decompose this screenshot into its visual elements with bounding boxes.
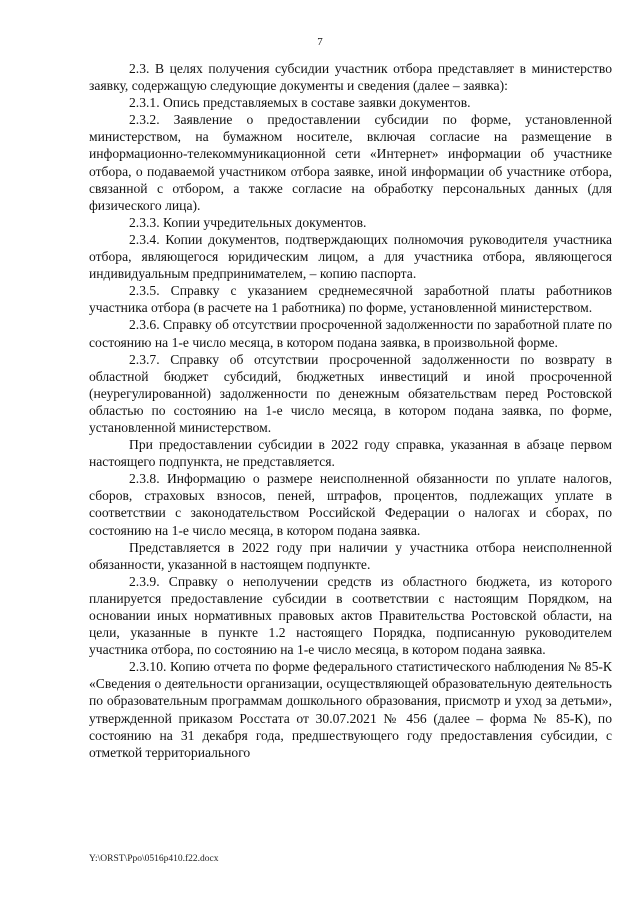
paragraph-2-3-10: 2.3.10. Копию отчета по форме федерального статистического наблюдения № 85-К «Сведения о деятельности организации, осуществляющей образовательную деятельность по образовательным программам дошкольного образования, присмотр и уход за детьми», утвержденной приказом Росстата от 30.07.2021 № 456 (далее – форма № 85-К), по состоянию на 31 декабря года, предшествующего году предоставления субсидии, с отметкой территориального xyxy=(89,659,612,760)
paragraph-2-3-4: 2.3.4. Копии документов, подтверждающих полномочия руководителя участника отбора, являющегося юридическим лицом, а для участника отбора, являющегося индивидуальным предпринимателем, – копию паспорта. xyxy=(89,231,612,282)
paragraph-2-3-6: 2.3.6. Справку об отсутствии просроченной задолженности по заработной плате по состоянию на 1-е число месяца, в котором подана заявка, в произвольной форме. xyxy=(89,317,612,350)
paragraph-2-3-1: 2.3.1. Опись представляемых в составе заявки документов. xyxy=(129,95,471,111)
paragraph-2-3-8-note: Представляется в 2022 году при наличии у участника отбора неисполненной обязанности, указанной в настоящем подпункте. xyxy=(89,539,612,572)
paragraph-2-3: 2.3. В целях получения субсидии участник отбора представляет в министерство заявку, содержащую следующие документы и сведения (далее – заявка): xyxy=(89,61,612,94)
paragraph-2-3-8: 2.3.8. Информацию о размере неисполненной обязанности по уплате налогов, сборов, страховых взносов, пеней, штрафов, процентов, подлежащих уплате в соответствии с законодательством Российской Федерации о налогах и сборах, по состоянию на 1-е число месяца, в котором подана заявка. xyxy=(89,471,612,538)
paragraph-2-3-9: 2.3.9. Справку о неполучении средств из областного бюджета, из которого планируется предоставление субсидии в соответствии с настоящим Порядком, на основании иных нормативных правовых актов Правительства Ростовской области, на цели, указанные в пункте 1.2 настоящего Порядка, подписанную руководителем участника отбора, по состоянию на 1-е число месяца, в котором подана заявка. xyxy=(89,573,612,658)
paragraph-2-3-3: 2.3.3. Копии учредительных документов. xyxy=(129,214,367,230)
paragraph-2-3-2: 2.3.2. Заявление о предоставлении субсидии по форме, установленной министерством, на бумажном носителе, включая согласие на размещение в информационно-телекоммуникационной сети «Интернет» информации об участнике отбора, о подаваемой участником отбора заявке, иной информации об участнике отбора, связанной с отбором, а также согласие на обработку персональных данных (для физического лица). xyxy=(89,112,612,213)
document-body xyxy=(89,60,612,761)
page-number: 7 xyxy=(317,36,323,48)
footer-file-path: Y:\ORST\Ppo\0516p410.f22.docx xyxy=(89,854,219,864)
paragraph-2-3-5: 2.3.5. Справку с указанием среднемесячной заработной платы работников участника отбора (в расчете на 1 работника) по форме, установленной министерством. xyxy=(89,283,612,316)
paragraph-2-3-7: 2.3.7. Справку об отсутствии просроченной задолженности по возврату в областной бюджет субсидий, бюджетных инвестиций и иной просроченной (неурегулированной) задолженности по денежным обязательствам перед Ростовской областью по состоянию на 1-е число месяца, в котором подана заявка, по форме, установленной министерством. xyxy=(89,351,612,435)
paragraph-2-3-7-note: При предоставлении субсидии в 2022 году справка, указанная в абзаце первом настоящего подпункта, не представляется. xyxy=(89,437,612,470)
